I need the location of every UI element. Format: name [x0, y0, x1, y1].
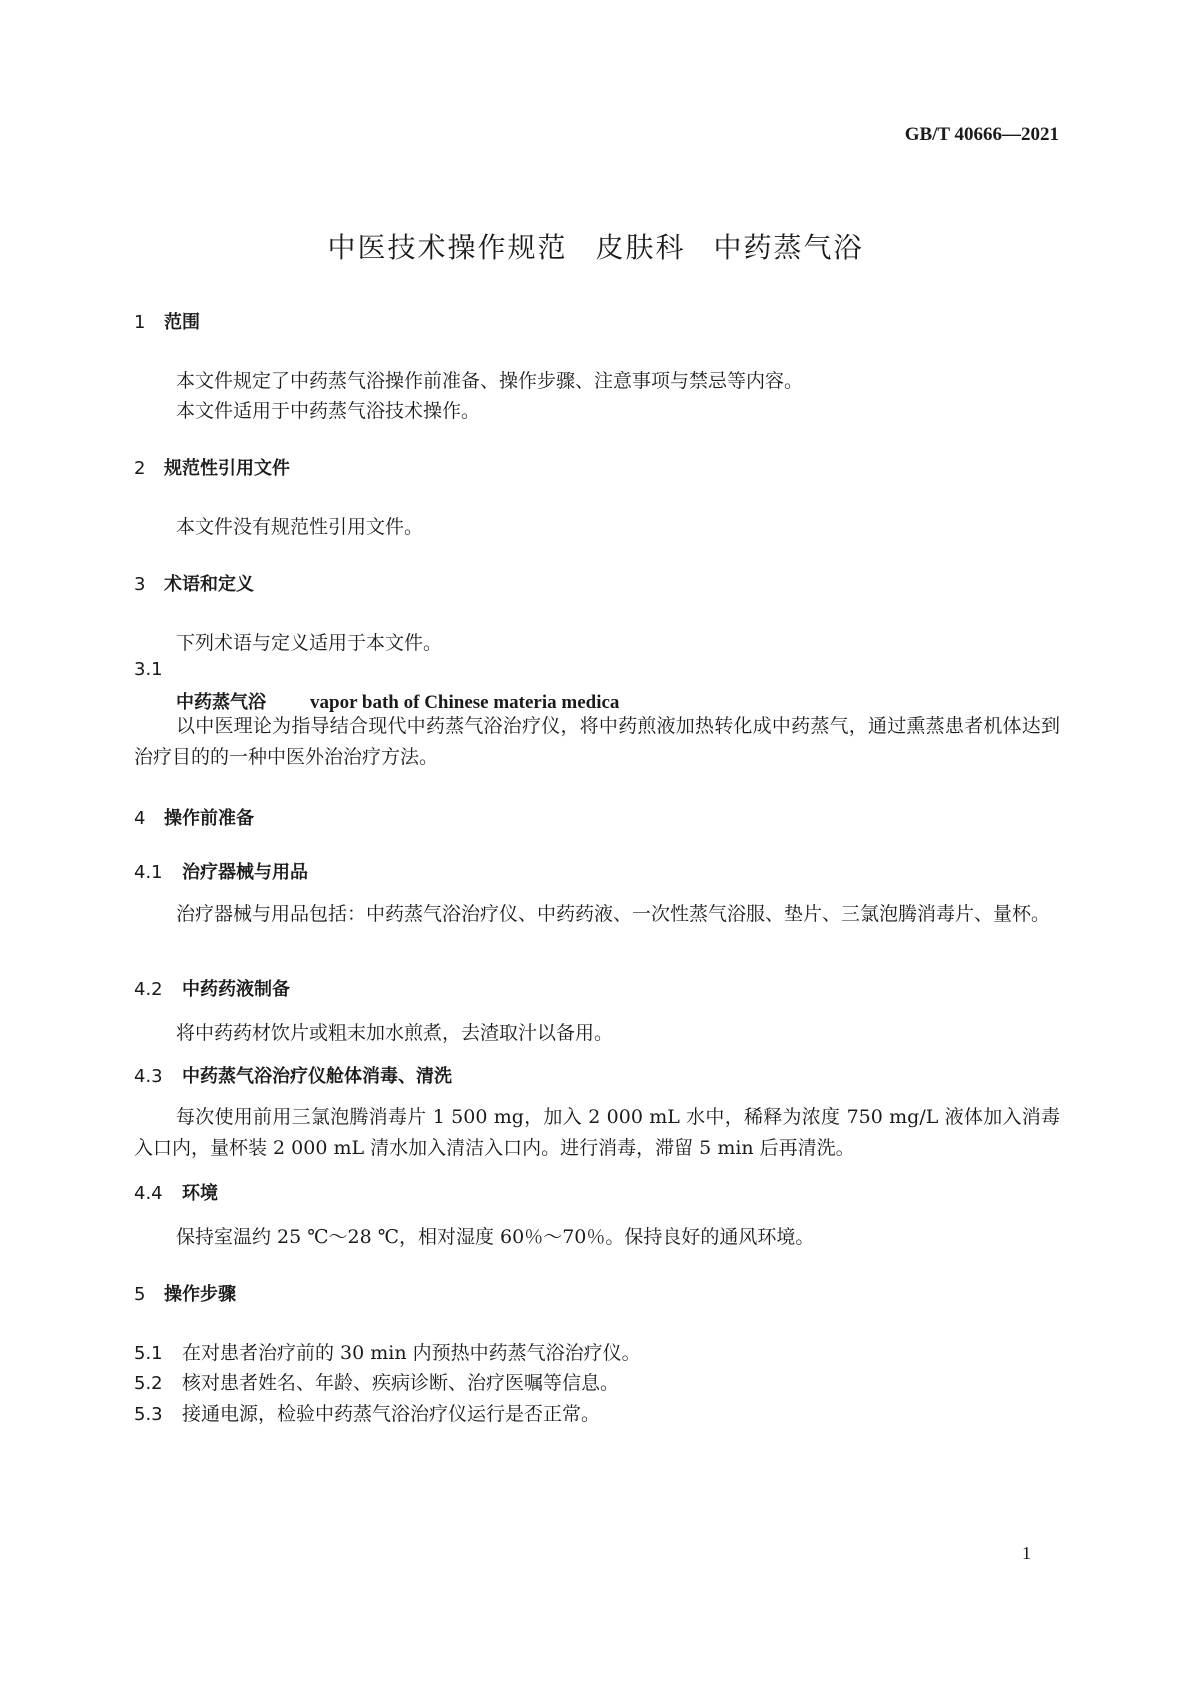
document-title [0, 226, 1191, 266]
step-item [134, 1338, 641, 1365]
page-number: 1 [1022, 1543, 1031, 1563]
step-number: 5.1 [134, 1343, 163, 1364]
step-item [134, 1399, 600, 1426]
section-title: 术语和定义 [164, 574, 254, 595]
section-number: 5 [134, 1284, 146, 1305]
section-1-heading [134, 308, 200, 334]
subsection-4-1-heading [134, 858, 308, 884]
subsection-4-2-heading [134, 975, 290, 1001]
title-part-1: 中医技术操作规范 [327, 231, 568, 264]
subsection-number: 4.4 [134, 1183, 163, 1204]
subsection-title: 中药药液制备 [182, 979, 290, 1000]
section-3-heading [134, 570, 254, 596]
step-number: 5.2 [134, 1373, 163, 1394]
step-text: 核对患者姓名、年龄、疾病诊断、治疗医嘱等信息。 [182, 1372, 620, 1394]
subsection-number: 4.2 [134, 979, 163, 1000]
subsection-4-4-paragraph: 保持室温约 25 ℃～28 ℃，相对湿度 60％～70％。保持良好的通风环境。 [176, 1226, 815, 1248]
subsection-number: 4.3 [134, 1066, 163, 1087]
step-text: 接通电源，检验中药蒸气浴治疗仪运行是否正常。 [182, 1403, 601, 1425]
subsection-4-1-paragraph: 治疗器械与用品包括：中药蒸气浴治疗仪、中药药液、一次性蒸气浴服、垫片、三氯泡腾消毒片、量杯。 [176, 903, 1051, 925]
subsection-4-3-heading [134, 1062, 452, 1088]
subsection-number: 4.1 [134, 862, 163, 883]
subsection-4-4-heading [134, 1179, 218, 1205]
title-part-2: 皮肤科 [595, 231, 686, 264]
step-text: 在对患者治疗前的 30 min 内预热中药蒸气浴治疗仪。 [182, 1342, 641, 1364]
section-title: 操作前准备 [164, 808, 254, 829]
subsection-title: 中药蒸气浴治疗仪舱体消毒、清洗 [182, 1066, 452, 1087]
section-number: 2 [134, 458, 146, 479]
step-number: 5.3 [134, 1404, 163, 1425]
term-definition: 以中医理论为指导结合现代中药蒸气浴治疗仪，将中药煎液加热转化成中药蒸气，通过熏蒸患者机体达到治疗目的的一种中医外治治疗方法。 [134, 715, 1060, 768]
title-part-3: 中药蒸气浴 [713, 231, 864, 264]
subsection-title: 治疗器械与用品 [182, 862, 308, 883]
section-4-heading [134, 804, 254, 830]
section-number: 4 [134, 808, 146, 829]
section-number: 3 [134, 574, 146, 595]
subsection-title: 环境 [182, 1183, 218, 1204]
section-title: 操作步骤 [164, 1284, 236, 1305]
subsection-4-3-paragraph: 每次使用前用三氯泡腾消毒片 1 500 mg，加入 2 000 mL 水中，稀释为浓度 750 mg/L 液体加入消毒入口内，量杯装 2 000 mL 清水加入清洁入口内。进行消毒，滞留 5 min 后再清洗。 [134, 1106, 1060, 1159]
term-number: 3.1 [134, 659, 163, 680]
section-1-paragraph-1: 本文件规定了中药蒸气浴操作前准备、操作步骤、注意事项与禁忌等内容。 [176, 370, 804, 392]
section-title: 规范性引用文件 [164, 458, 290, 479]
section-2-heading [134, 454, 290, 480]
section-2-paragraph-1: 本文件没有规范性引用文件。 [176, 516, 424, 538]
section-5-heading [134, 1280, 236, 1306]
standard-number: GB/T 40666—2021 [904, 124, 1059, 145]
section-1-paragraph-2: 本文件适用于中药蒸气浴技术操作。 [176, 400, 481, 422]
section-title: 范围 [164, 312, 200, 333]
term-chinese: 中药蒸气浴 [176, 692, 266, 713]
step-item [134, 1368, 619, 1395]
subsection-4-2-paragraph: 将中药药材饮片或粗末加水煎煮，去渣取汁以备用。 [176, 1022, 614, 1044]
section-number: 1 [134, 312, 146, 333]
section-3-paragraph-1: 下列术语与定义适用于本文件。 [176, 632, 443, 654]
term-english: vapor bath of Chinese materia medica [310, 692, 620, 713]
